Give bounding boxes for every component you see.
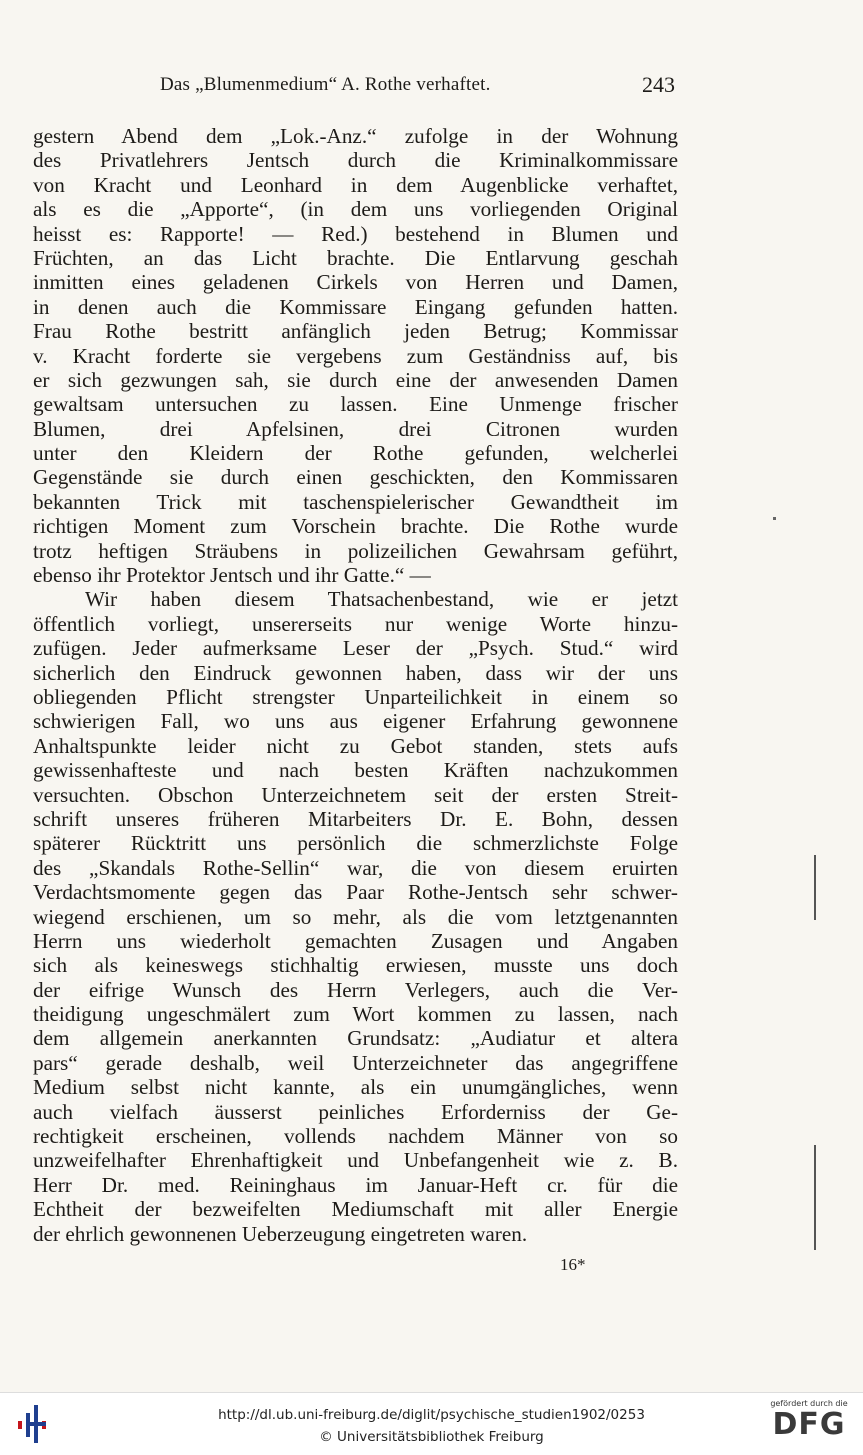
body-text xyxy=(33,124,678,1246)
page-number: 243 xyxy=(642,72,675,97)
text-line: der ehrlich gewonnenen Ueberzeugung eingetreten waren. xyxy=(33,1221,528,1246)
margin-line xyxy=(814,1145,816,1250)
text-line: heisst es: Rapporte! — Red.) bestehend in Blumen und xyxy=(33,221,678,246)
text-line: versuchten. Obschon Unterzeichnetem seit der ersten Streit- xyxy=(33,782,678,807)
text-line: zufügen. Jeder aufmerksame Leser der „Psych. Stud.“ wird xyxy=(33,636,678,661)
text-line: auch vielfach äusserst peinliches Erforderniss der Ge- xyxy=(33,1099,678,1124)
text-line: rechtigkeit erscheinen, vollends nachdem Männer von so xyxy=(33,1124,678,1149)
text-line: obliegenden Pflicht strengster Unparteilichkeit in einem so xyxy=(33,684,678,709)
text-line: Wir haben diesem Thatsachenbestand, wie er jetzt xyxy=(85,587,678,612)
viewer-footer-bar xyxy=(0,1392,863,1455)
text-line: wiegend erschienen, um so mehr, als die vom letztgenannten xyxy=(33,904,678,929)
dfg-logo xyxy=(763,1399,855,1449)
text-line: sich als keineswegs stichhaltig erwiesen, musste uns doch xyxy=(33,953,678,978)
text-line: der eifrige Wunsch des Herrn Verlegers, auch die Ver- xyxy=(33,977,678,1002)
copyright-notice: © Universitätsbibliothek Freiburg xyxy=(319,1429,544,1445)
text-line: als es die „Apporte“, (in dem uns vorliegenden Original xyxy=(33,197,678,222)
text-line: gewaltsam untersuchen zu lassen. Eine Unmenge frischer xyxy=(33,392,678,417)
text-line: in denen auch die Kommissare Eingang gefunden hatten. xyxy=(33,294,678,319)
text-line: theidigung ungeschmälert zum Wort kommen zu lassen, nach xyxy=(33,1002,678,1027)
text-line: Echtheit der bezweifelten Mediumschaft mit aller Energie xyxy=(33,1197,678,1222)
text-line: dem allgemein anerkannten Grundsatz: „Audiatur et altera xyxy=(33,1026,678,1051)
text-line: Früchten, an das Licht brachte. Die Entlarvung geschah xyxy=(33,245,678,270)
signature-mark: 16* xyxy=(560,1255,586,1274)
text-line: Medium selbst nicht kannte, als ein unumgängliches, wenn xyxy=(33,1075,678,1100)
text-line: bekannten Trick mit taschenspielerischer Gewandtheit im xyxy=(33,489,678,514)
permalink-url[interactable]: http://dl.ub.uni-freiburg.de/diglit/psychische_studien1902/0253 xyxy=(218,1407,645,1423)
text-line: Gegenstände sie durch einen geschickten, den Kommissaren xyxy=(33,465,678,490)
text-line: gestern Abend dem „Lok.-Anz.“ zufolge in der Wohnung xyxy=(33,124,678,148)
text-line: schwierigen Fall, wo uns aus eigener Erfahrung gewonnene xyxy=(33,709,678,734)
text-line: des Privatlehrers Jentsch durch die Kriminalkommissare xyxy=(33,148,678,173)
text-line: richtigen Moment zum Vorschein brachte. Die Rothe wurde xyxy=(33,514,678,539)
text-line: trotz heftigen Sträubens in polizeilichen Gewahrsam geführt, xyxy=(33,538,678,563)
dfg-logo-text: DFG xyxy=(772,1407,846,1442)
text-line: Herrn uns wiederholt gemachten Zusagen und Angaben xyxy=(33,928,678,953)
text-line: er sich gezwungen sah, sie durch eine der anwesenden Damen xyxy=(33,367,678,392)
text-line: des „Skandals Rothe-Sellin“ war, die von diesem eruirten xyxy=(33,855,678,880)
text-line: pars“ gerade deshalb, weil Unterzeichneter das angegriffene xyxy=(33,1050,678,1075)
text-line: v. Kracht forderte sie vergebens zum Geständniss auf, bis xyxy=(33,343,678,368)
text-line: sicherlich den Eindruck gewonnen haben, dass wir der uns xyxy=(33,660,678,685)
text-line: von Kracht und Leonhard in dem Augenblicke verhaftet, xyxy=(33,172,678,197)
text-line: unzweifelhafter Ehrenhaftigkeit und Unbefangenheit wie z. B. xyxy=(33,1148,678,1173)
text-line: inmitten eines geladenen Cirkels von Herren und Damen, xyxy=(33,270,678,295)
text-line: Frau Rothe bestritt anfänglich jeden Betrug; Kommissar xyxy=(33,319,678,344)
text-line: ebenso ihr Protektor Jentsch und ihr Gatte.“ — xyxy=(33,563,431,588)
text-line: Herr Dr. med. Reininghaus im Januar-Heft cr. für die xyxy=(33,1172,678,1197)
text-line: Anhaltspunkte leider nicht zu Gebot standen, stets aufs xyxy=(33,733,678,758)
text-line: Verdachtsmomente gegen das Paar Rothe-Jentsch sehr schwer- xyxy=(33,880,678,905)
text-line: unter den Kleidern der Rothe gefunden, welcherlei xyxy=(33,441,678,466)
running-header xyxy=(160,72,675,102)
margin-tick xyxy=(773,517,776,520)
text-line: schrift unseres früheren Mitarbeiters Dr. E. Bohn, dessen xyxy=(33,806,678,831)
text-line: öffentlich vorliegt, unsererseits nur wenige Worte hinzu- xyxy=(33,611,678,636)
margin-line xyxy=(814,855,816,920)
text-line: Blumen, drei Apfelsinen, drei Citronen wurden xyxy=(33,416,678,441)
text-line: späterer Rücktritt uns persönlich die schmerzlichste Folge xyxy=(33,831,678,856)
dfg-caption: gefördert durch die xyxy=(770,1399,848,1408)
text-line: gewissenhafteste und nach besten Kräften nachzukommen xyxy=(33,758,678,783)
running-title: Das „Blumenmedium“ A. Rothe verhaftet. xyxy=(160,74,491,95)
